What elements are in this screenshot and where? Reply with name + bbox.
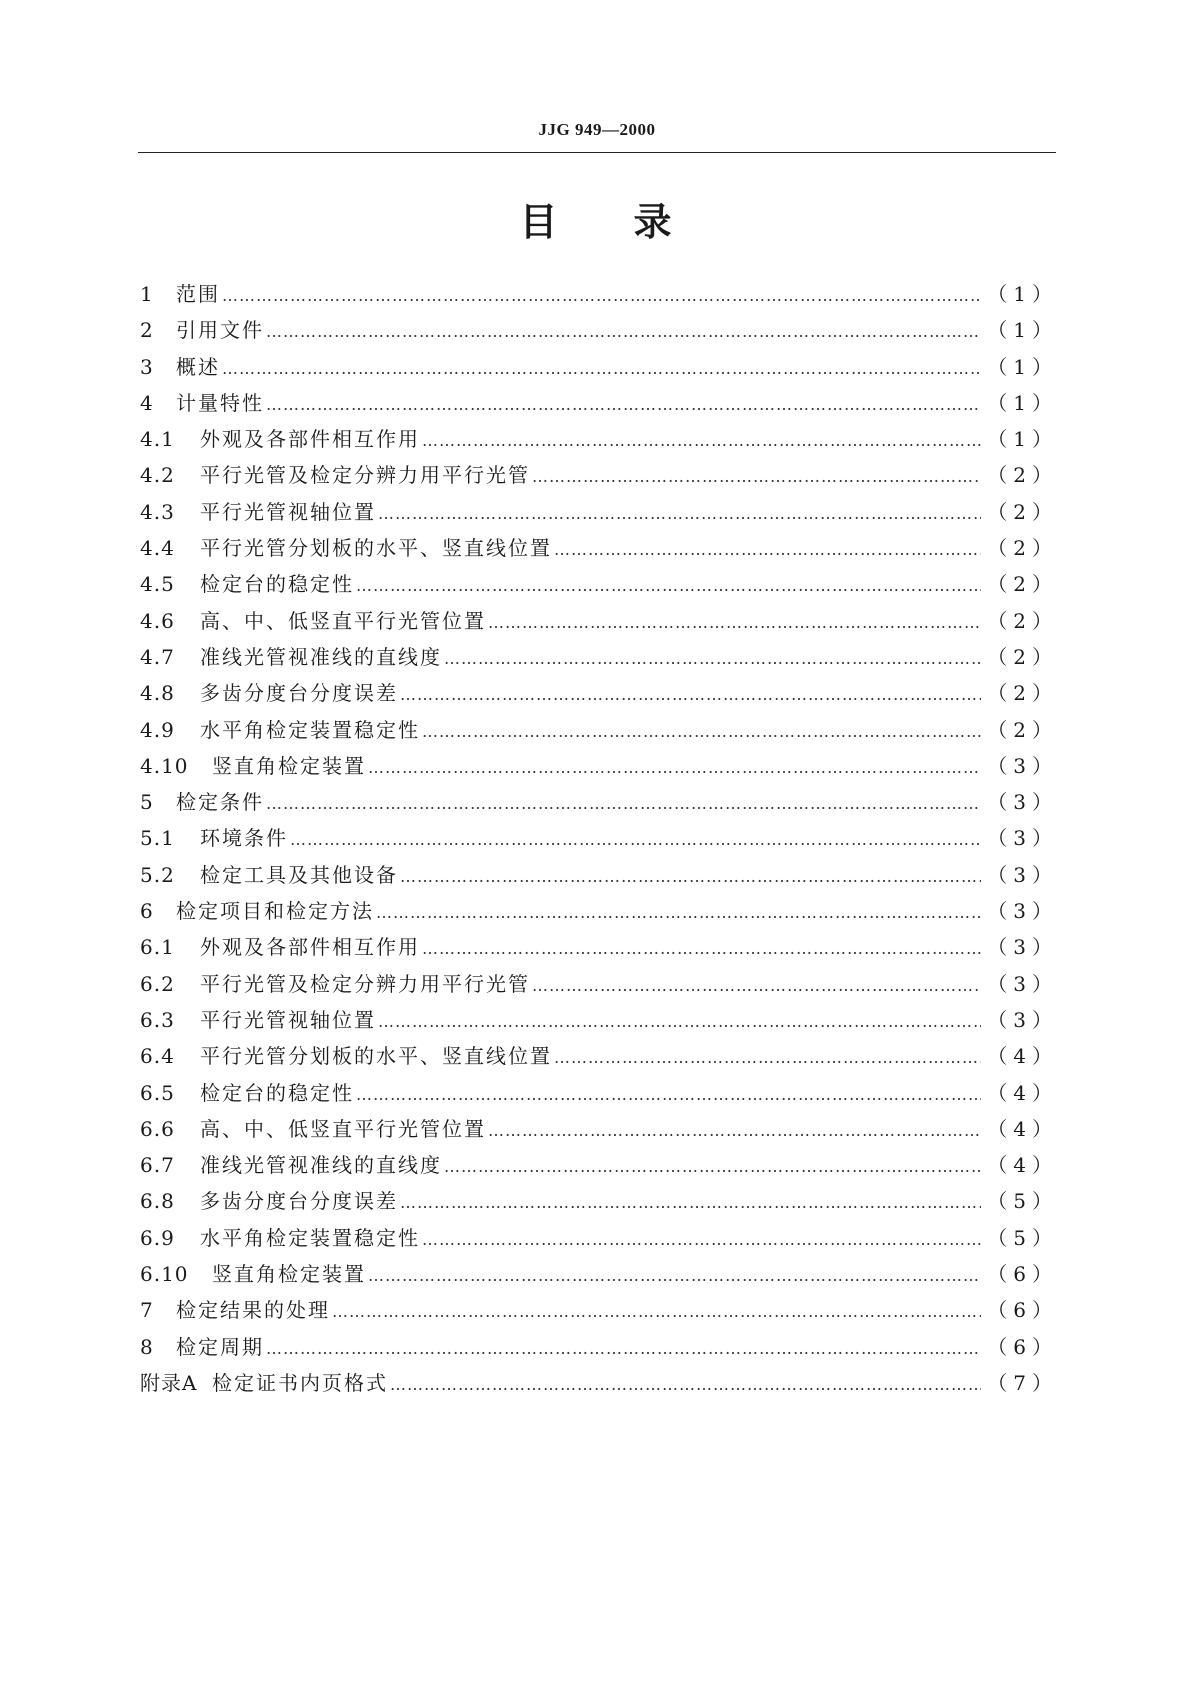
toc-entry-number: 6.2 (140, 971, 175, 996)
toc-entry-page: （7） (987, 1370, 1058, 1395)
toc-entry-label: 检定周期 (176, 1334, 264, 1359)
toc-entry[interactable] (140, 566, 1058, 602)
title-char-1: 目 (519, 200, 558, 244)
toc-entry-number: 4.2 (140, 463, 175, 488)
toc-entry-label: 水平角检定装置稳定性 (200, 717, 420, 742)
toc-entry-label: 环境条件 (200, 826, 288, 851)
toc-entry-page: （1） (987, 318, 1058, 343)
toc-entry-number: 4 (140, 390, 154, 415)
toc-entry[interactable] (140, 421, 1058, 457)
toc-entry[interactable] (140, 494, 1058, 530)
toc-entry-label: 检定条件 (176, 790, 264, 815)
toc-entry-page: （1） (987, 282, 1058, 306)
toc-entry-number: 6.6 (140, 1116, 175, 1141)
toc-entry-page: （4） (987, 1080, 1058, 1105)
toc-entry-number: 6.9 (140, 1225, 175, 1250)
dot-leader (422, 1222, 981, 1258)
toc-entry-label: 检定结果的处理 (176, 1298, 330, 1323)
toc-entry-number: 6.8 (140, 1189, 175, 1214)
toc-entry-number: 附录A (140, 1370, 198, 1395)
toc-entry[interactable] (140, 893, 1058, 929)
toc-entry[interactable] (140, 1183, 1058, 1219)
toc-entry-label: 计量特性 (176, 390, 264, 415)
toc-entry-label: 检定台的稳定性 (200, 1080, 354, 1105)
toc-entry[interactable] (140, 1002, 1058, 1038)
toc-entry[interactable] (140, 857, 1058, 893)
dot-leader (422, 714, 981, 750)
standard-code: JJG 949—2000 (538, 120, 656, 139)
toc-entry-number: 4.10 (140, 753, 189, 778)
toc-entry[interactable] (140, 385, 1058, 421)
toc-entry-page: （3） (987, 935, 1058, 960)
toc-entry-label: 检定证书内页格式 (212, 1370, 388, 1395)
toc-entry-label: 平行光管及检定分辨力用平行光管 (200, 463, 530, 488)
toc-entry-number: 6.1 (140, 935, 175, 960)
dot-leader (422, 931, 981, 967)
toc-entry-number: 6.5 (140, 1080, 175, 1105)
toc-entry[interactable] (140, 1365, 1058, 1401)
toc-entry-number: 4.3 (140, 499, 175, 524)
toc-entry-page: （2） (987, 681, 1058, 706)
toc-entry-page: （4） (987, 1116, 1058, 1141)
toc-entry-label: 检定项目和检定方法 (176, 899, 374, 924)
toc-entry-number: 5.2 (140, 862, 175, 887)
toc-entry-label: 检定台的稳定性 (200, 572, 354, 597)
toc-entry-page: （2） (987, 608, 1058, 633)
dot-leader (266, 786, 981, 822)
toc-entry-page: （2） (987, 717, 1058, 742)
dot-leader (356, 1077, 981, 1113)
toc-entry-page: （6） (987, 1334, 1058, 1359)
toc-entry-label: 平行光管视轴位置 (200, 1007, 376, 1032)
dot-leader (422, 423, 981, 459)
dot-leader (378, 496, 981, 532)
toc-entry[interactable] (140, 603, 1058, 639)
toc-entry-page: （4） (987, 1044, 1058, 1069)
toc-entry-page: （3） (987, 790, 1058, 815)
toc-entry-number: 3 (140, 354, 154, 379)
dot-leader (368, 1258, 981, 1294)
toc-entry-label: 平行光管分划板的水平、竖直线位置 (200, 1044, 552, 1069)
page-title (0, 196, 1191, 248)
toc-entry-number: 6.7 (140, 1153, 175, 1178)
toc-entry-label: 范围 (176, 282, 220, 306)
toc-entry-label: 平行光管及检定分辨力用平行光管 (200, 971, 530, 996)
toc-entry-page: （3） (987, 1007, 1058, 1032)
dot-leader (400, 1185, 981, 1221)
dot-leader (266, 1331, 981, 1367)
dot-leader (532, 459, 981, 495)
toc-entry-number: 4.8 (140, 681, 175, 706)
dot-leader (222, 278, 981, 314)
toc-entry[interactable] (140, 1038, 1058, 1074)
toc-entry[interactable] (140, 712, 1058, 748)
dot-leader (378, 1004, 981, 1040)
toc-entry[interactable] (140, 530, 1058, 566)
toc-entry[interactable] (140, 349, 1058, 385)
toc-entry-page: （1） (987, 427, 1058, 452)
toc-entry-label: 竖直角检定装置 (212, 753, 366, 778)
dot-leader (222, 351, 981, 387)
toc-entry-page: （2） (987, 536, 1058, 561)
toc-entry-number: 4.5 (140, 572, 175, 597)
toc-entry-label: 准线光管视准线的直线度 (200, 644, 442, 669)
toc-entry-number: 1 (140, 282, 154, 306)
toc-entry-page: （3） (987, 753, 1058, 778)
dot-leader (400, 859, 981, 895)
toc-entry-page: （5） (987, 1225, 1058, 1250)
toc-entry-number: 6.4 (140, 1044, 175, 1069)
dot-leader (488, 1113, 981, 1149)
page-header (138, 0, 1056, 153)
toc-entry-page: （3） (987, 971, 1058, 996)
toc-entry-page: （6） (987, 1262, 1058, 1287)
toc-entry-page: （2） (987, 644, 1058, 669)
toc-entry[interactable] (140, 1220, 1058, 1256)
toc-entry[interactable] (140, 820, 1058, 856)
toc-entry-page: （5） (987, 1189, 1058, 1214)
toc-entry-label: 水平角检定装置稳定性 (200, 1225, 420, 1250)
toc-entry-number: 7 (140, 1298, 154, 1323)
dot-leader (356, 568, 981, 604)
toc-entry-number: 4.6 (140, 608, 175, 633)
toc-entry-label: 竖直角检定装置 (212, 1262, 366, 1287)
toc-entry-number: 4.7 (140, 644, 175, 669)
toc-entry-label: 平行光管分划板的水平、竖直线位置 (200, 536, 552, 561)
toc-entry-page: （3） (987, 826, 1058, 851)
toc-entry-label: 高、中、低竖直平行光管位置 (200, 608, 486, 633)
toc-entry[interactable] (140, 276, 1058, 312)
toc-entry-page: （1） (987, 354, 1058, 379)
toc-entry-page: （1） (987, 390, 1058, 415)
toc-entry[interactable] (140, 675, 1058, 711)
title-char-2: 录 (633, 200, 672, 244)
dot-leader (554, 1040, 981, 1076)
toc-entry[interactable] (140, 639, 1058, 675)
toc-entry-page: （2） (987, 499, 1058, 524)
toc-entry[interactable] (140, 929, 1058, 965)
toc-entry-label: 检定工具及其他设备 (200, 862, 398, 887)
toc-entry[interactable] (140, 312, 1058, 348)
toc-entry-page: （4） (987, 1153, 1058, 1178)
toc-entry[interactable] (140, 784, 1058, 820)
toc-entry[interactable] (140, 1329, 1058, 1365)
dot-leader (444, 641, 981, 677)
toc-entry[interactable] (140, 457, 1058, 493)
dot-leader (400, 677, 981, 713)
toc-entry-label: 概述 (176, 354, 220, 379)
toc-entry-label: 外观及各部件相互作用 (200, 427, 420, 452)
dot-leader (368, 750, 981, 786)
toc-entry-number: 6 (140, 899, 154, 924)
dot-leader (488, 605, 981, 641)
dot-leader (532, 968, 981, 1004)
dot-leader (290, 822, 981, 858)
dot-leader (444, 1149, 981, 1185)
toc-entry-label: 多齿分度台分度误差 (200, 1189, 398, 1214)
toc-entry[interactable] (140, 1111, 1058, 1147)
toc-entry-number: 4.4 (140, 536, 175, 561)
toc-entry-label: 引用文件 (176, 318, 264, 343)
toc-entry[interactable] (140, 1292, 1058, 1328)
dot-leader (376, 895, 981, 931)
toc-entry-label: 高、中、低竖直平行光管位置 (200, 1116, 486, 1141)
toc-entry-number: 8 (140, 1334, 154, 1359)
toc-entry-label: 准线光管视准线的直线度 (200, 1153, 442, 1178)
toc-entry-label: 平行光管视轴位置 (200, 499, 376, 524)
toc-entry-number: 4.9 (140, 717, 175, 742)
toc-entry[interactable] (140, 1075, 1058, 1111)
toc-entry-label: 外观及各部件相互作用 (200, 935, 420, 960)
toc-entry-label: 多齿分度台分度误差 (200, 681, 398, 706)
table-of-contents (140, 276, 1058, 1401)
toc-entry-number: 4.1 (140, 427, 175, 452)
toc-entry-page: （2） (987, 572, 1058, 597)
toc-entry-number: 6.3 (140, 1007, 175, 1032)
toc-entry-page: （6） (987, 1298, 1058, 1323)
dot-leader (266, 314, 981, 350)
dot-leader (266, 387, 981, 423)
toc-entry-number: 5 (140, 790, 154, 815)
dot-leader (332, 1294, 981, 1330)
toc-entry[interactable] (140, 1256, 1058, 1292)
toc-entry[interactable] (140, 1147, 1058, 1183)
toc-entry[interactable] (140, 748, 1058, 784)
toc-entry-number: 2 (140, 318, 154, 343)
toc-entry-page: （2） (987, 463, 1058, 488)
dot-leader (390, 1367, 981, 1403)
toc-entry-page: （3） (987, 862, 1058, 887)
dot-leader (554, 532, 981, 568)
toc-entry-number: 6.10 (140, 1262, 189, 1287)
toc-entry[interactable] (140, 966, 1058, 1002)
toc-entry-number: 5.1 (140, 826, 175, 851)
toc-entry-page: （3） (987, 899, 1058, 924)
